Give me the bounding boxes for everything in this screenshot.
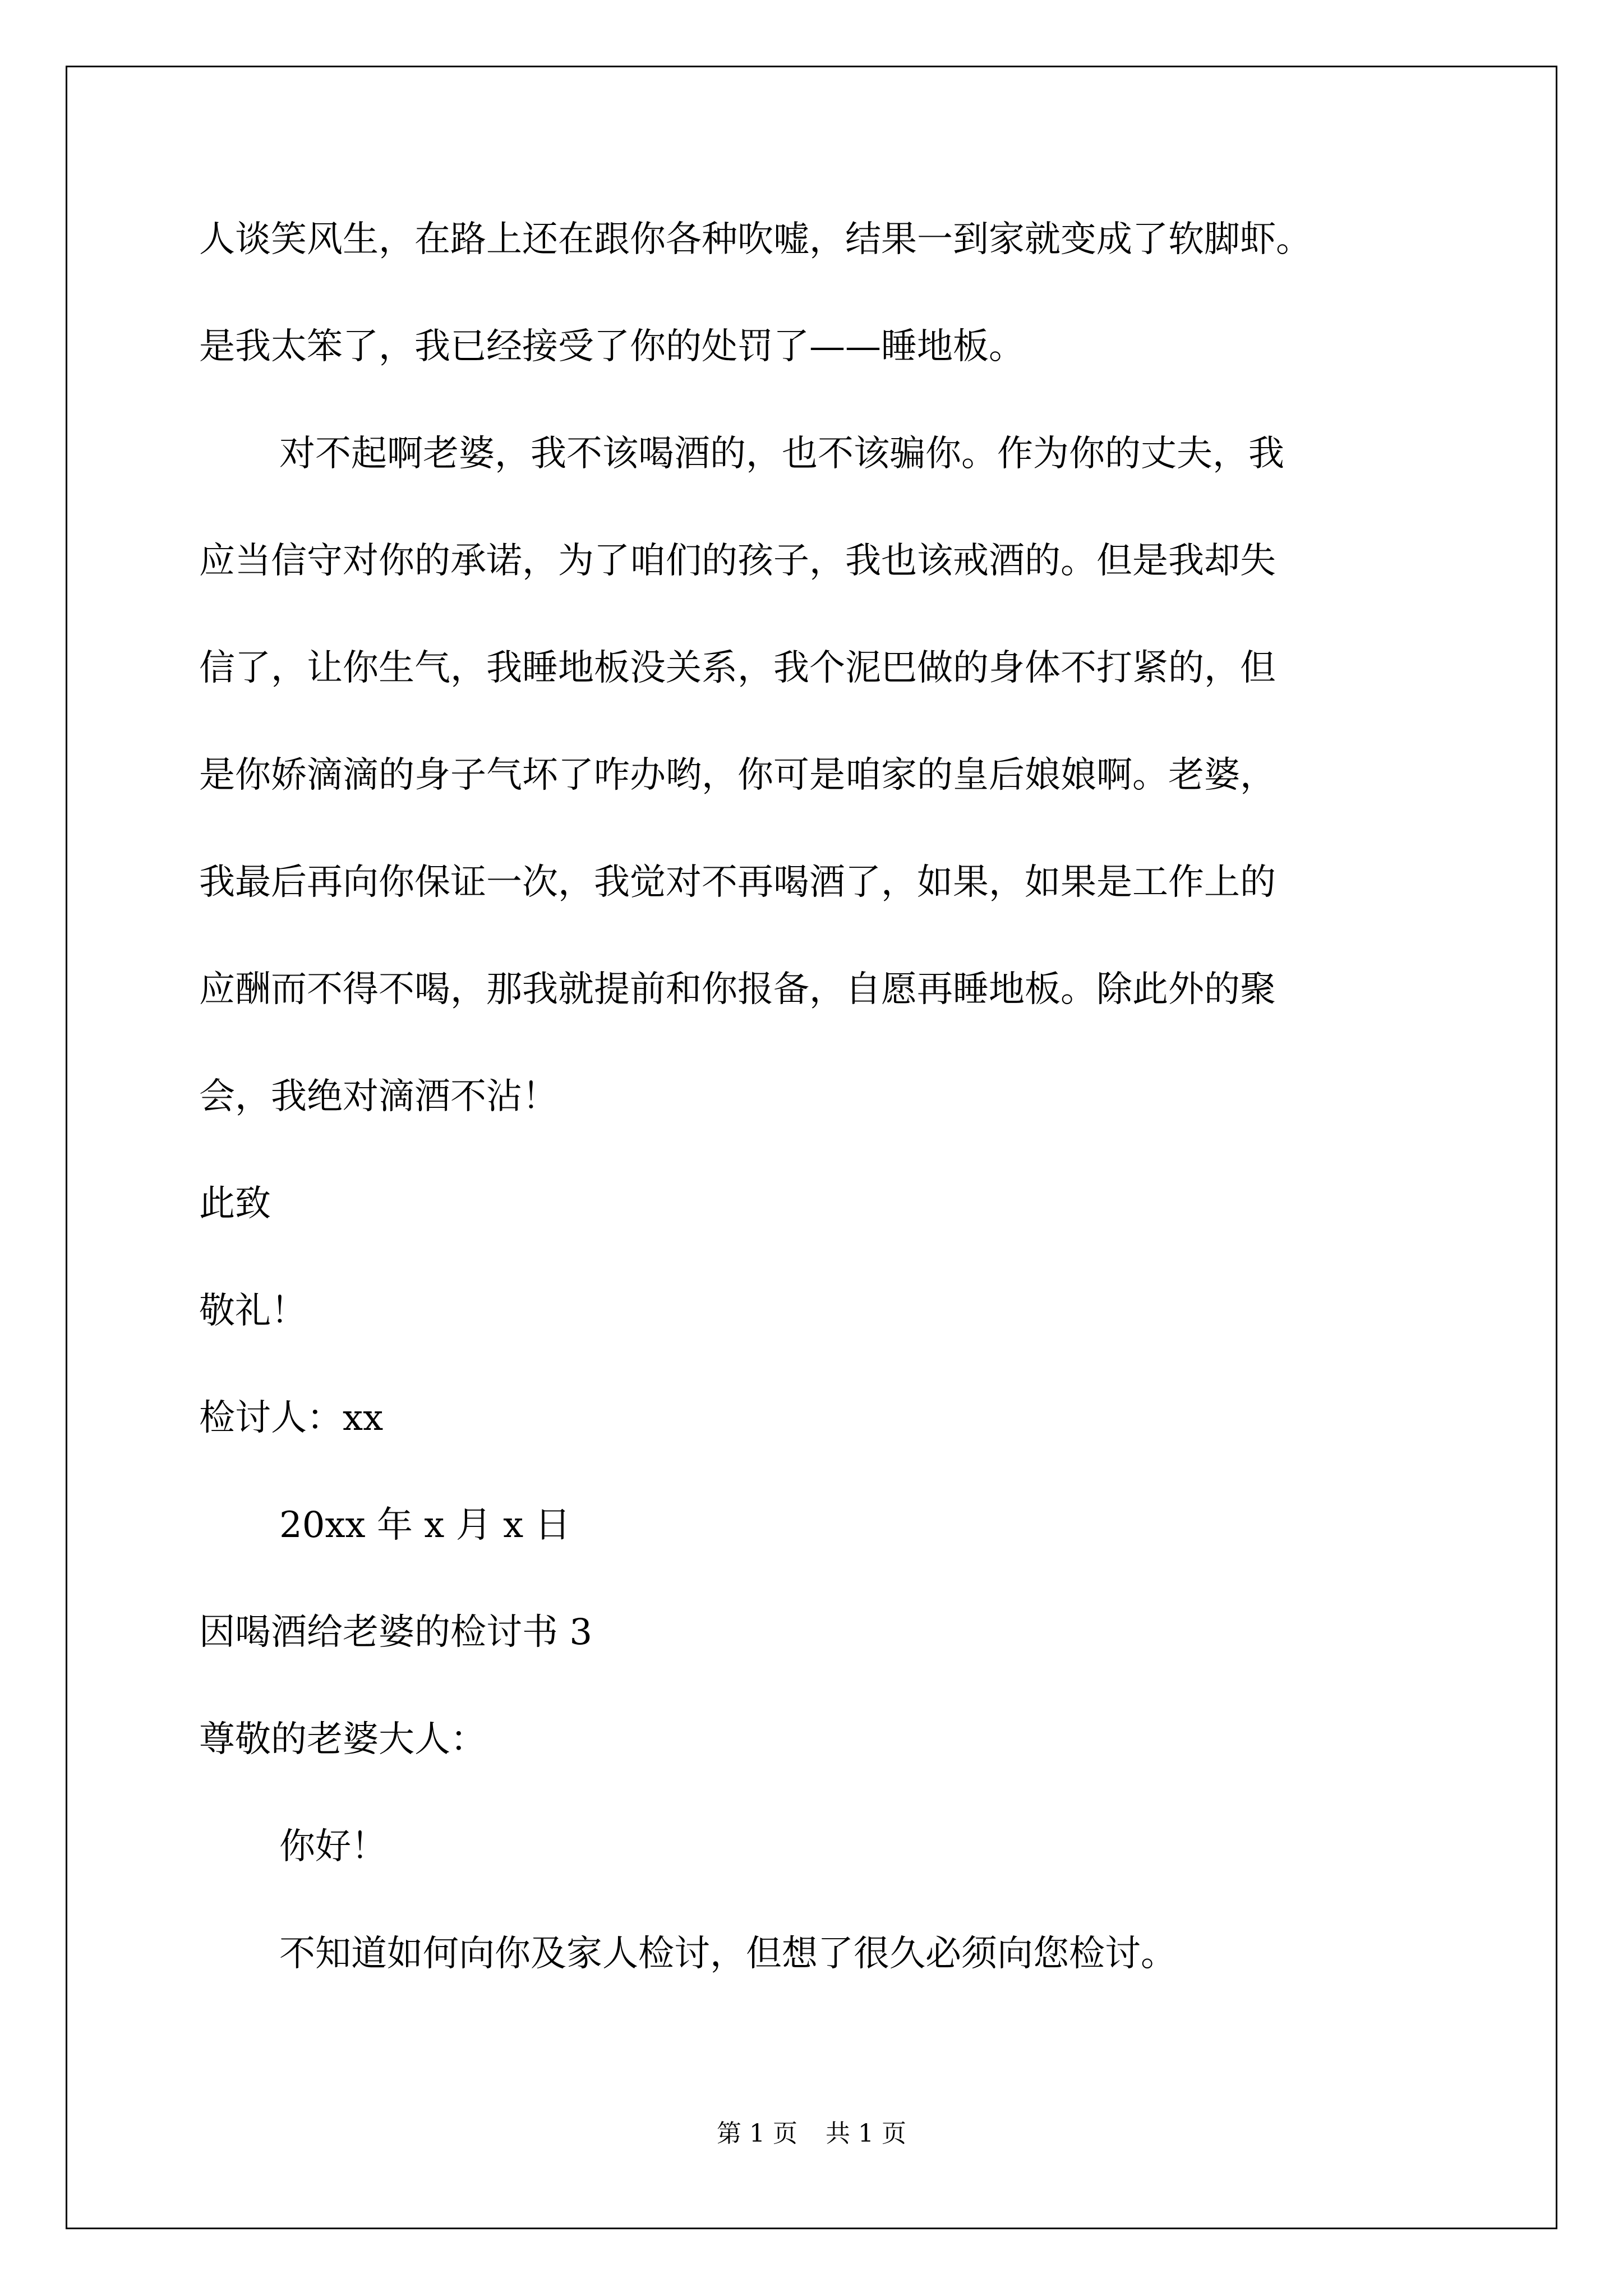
paragraph-line: 应酬而不得不喝，那我就提前和你报备，自愿再睡地板。除此外的聚 (199, 969, 1276, 1010)
paragraph-line: 信了，让你生气，我睡地板没关系，我个泥巴做的身体不打紧的，但 (199, 647, 1276, 689)
closing-salutation: 此致 (199, 1183, 271, 1225)
greeting-line: 尊敬的老婆大人： (199, 1719, 486, 1760)
section-title: 因喝酒给老婆的检讨书 3 (199, 1612, 593, 1653)
hello-line: 你好！ (279, 1826, 387, 1867)
page-total: 共 1 页 (826, 2119, 906, 2148)
page-number: 第 1 页 (717, 2119, 797, 2148)
paragraph-line: 是你娇滴滴的身子气坏了咋办哟，你可是咱家的皇后娘娘啊。老婆， (199, 754, 1276, 796)
date-line: 20xx 年 x 月 x 日 (279, 1504, 571, 1546)
paragraph-line: 会，我绝对滴酒不沾！ (199, 1076, 558, 1117)
paragraph-line: 我最后再向你保证一次，我觉对不再喝酒了，如果，如果是工作上的 (199, 862, 1276, 903)
closing-regards: 敬礼！ (199, 1290, 307, 1332)
page-footer (0, 2119, 1623, 2148)
paragraph-line: 是我太笨了，我已经接受了你的处罚了——睡地板。 (199, 326, 1025, 367)
paragraph-line: 应当信守对你的承诺，为了咱们的孩子，我也该戒酒的。但是我却失 (199, 540, 1276, 582)
paragraph-line: 不知道如何向你及家人检讨，但想了很久必须向您检讨。 (279, 1933, 1177, 1975)
document-body (199, 219, 1461, 2043)
signature-line: 检讨人：xx (199, 1397, 384, 1439)
paragraph-line: 人谈笑风生，在路上还在跟你各种吹嘘，结果一到家就变成了软脚虾。 (199, 219, 1312, 260)
paragraph-line: 对不起啊老婆，我不该喝酒的，也不该骗你。作为你的丈夫，我 (279, 433, 1284, 475)
